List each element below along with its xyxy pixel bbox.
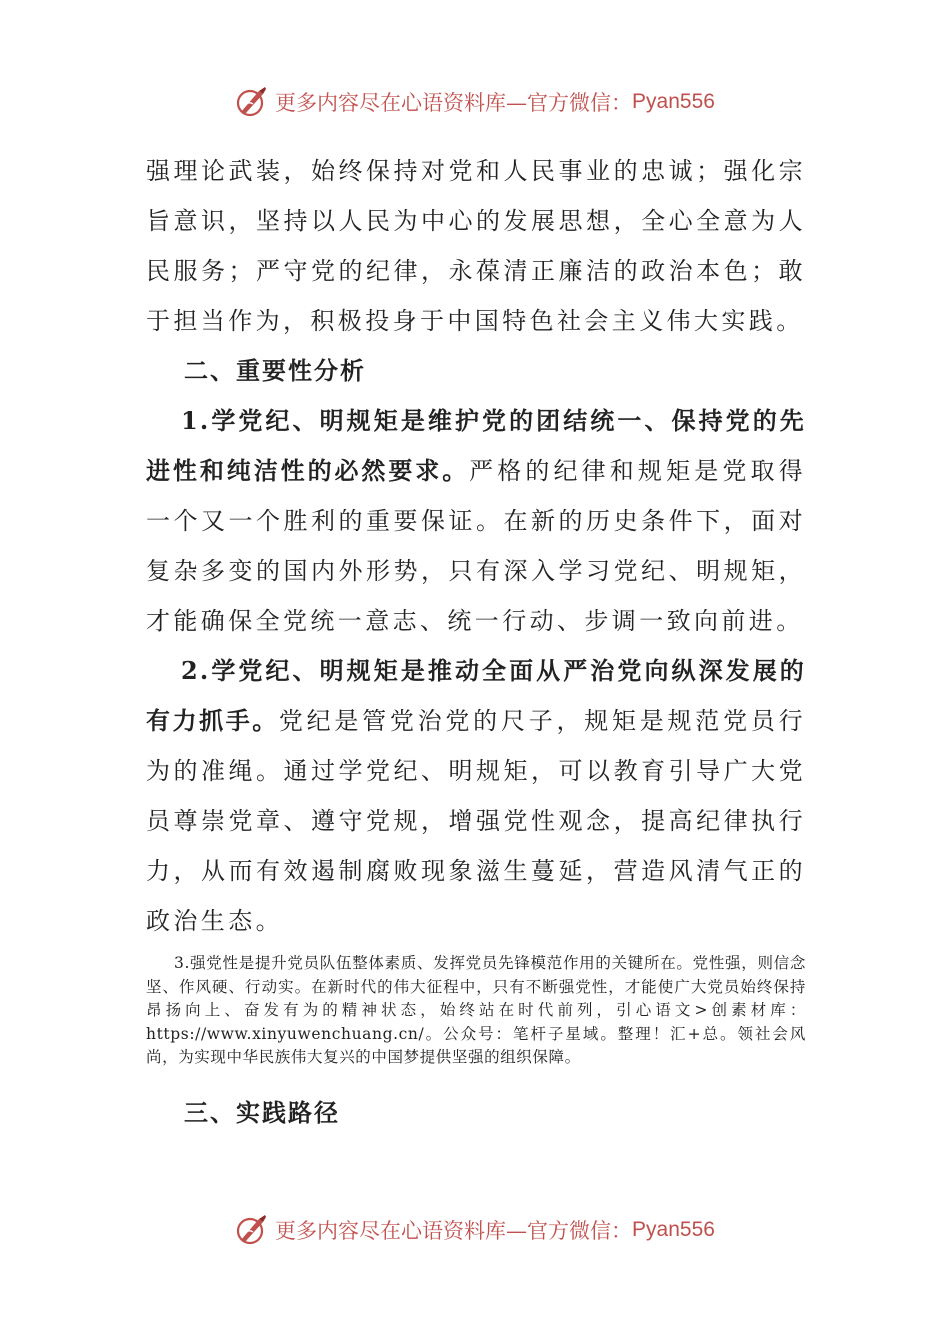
banner-text: 更多内容尽在心语资料库—官方微信：: [275, 1219, 633, 1243]
header-banner: [0, 82, 950, 122]
item-2-text: 党纪是管党治党的尺子，规矩是规范党员行为的准绳。通过学党纪、明规矩，可以教育引导广大党员尊崇党章、遵守党规，增强党性观念，提高纪律执行力，从而有效遏制腐败现象滋生蔓延，营造风清气正的政治生态。: [146, 707, 806, 935]
item-2-lead: 2.学党纪、明规矩是推动全面从严治党向纵深发展的有力抓手。: [146, 656, 806, 735]
section-heading-importance: 二、重要性分析: [184, 356, 366, 385]
banner-wechat-id: Pyan556: [632, 90, 715, 113]
paragraph-item-1: [146, 396, 806, 646]
pen-logo-icon: [235, 1213, 269, 1247]
item-1-lead: 1.学党纪、明规矩是维护党的团结统一、保持党的先进性和纯洁性的必然要求。: [146, 406, 806, 485]
section-heading-practice: 三、实践路径: [184, 1097, 340, 1127]
item-1-text: 严格的纪律和规矩是党取得一个又一个胜利的重要保证。在新的历史条件下，面对复杂多变的国内外形势，只有深入学习党纪、明规矩，才能确保全党统一意志、统一行动、步调一致向前进。: [146, 457, 806, 635]
paragraph-item-2: [146, 646, 806, 946]
paragraph-intro-continued: 强理论武装，始终保持对党和人民事业的忠诚；强化宗旨意识，坚持以人民为中心的发展思想，全心全意为人民服务；严守党的纪律，永葆清正廉洁的政治本色；敢于担当作为，积极投身于中国特色社会主义伟大实践。: [146, 157, 806, 335]
banner-text: 更多内容尽在心语资料库—官方微信：: [275, 91, 633, 115]
document-body: [146, 146, 806, 1138]
paragraph-item-3: 3.强党性是提升党员队伍整体素质、发挥党员先锋模范作用的关键所在。党性强，则信念坚、作风硬、行动实。在新时代的伟大征程中，只有不断强党性，才能使广大党员始终保持昂扬向上、奋发有为的精神状态，始终站在时代前列，引心语文>创素材库：https://www.xinyuwenchuang.cn/。公众号：笔杆子星域。整理！汇+总。领社会风尚，为实现中华民族伟大复兴的中国梦提供坚强的组织保障。: [146, 954, 806, 1066]
banner-wechat-id: Pyan556: [632, 1218, 715, 1241]
footer-banner: [0, 1210, 950, 1250]
pen-logo-icon: [235, 85, 269, 119]
